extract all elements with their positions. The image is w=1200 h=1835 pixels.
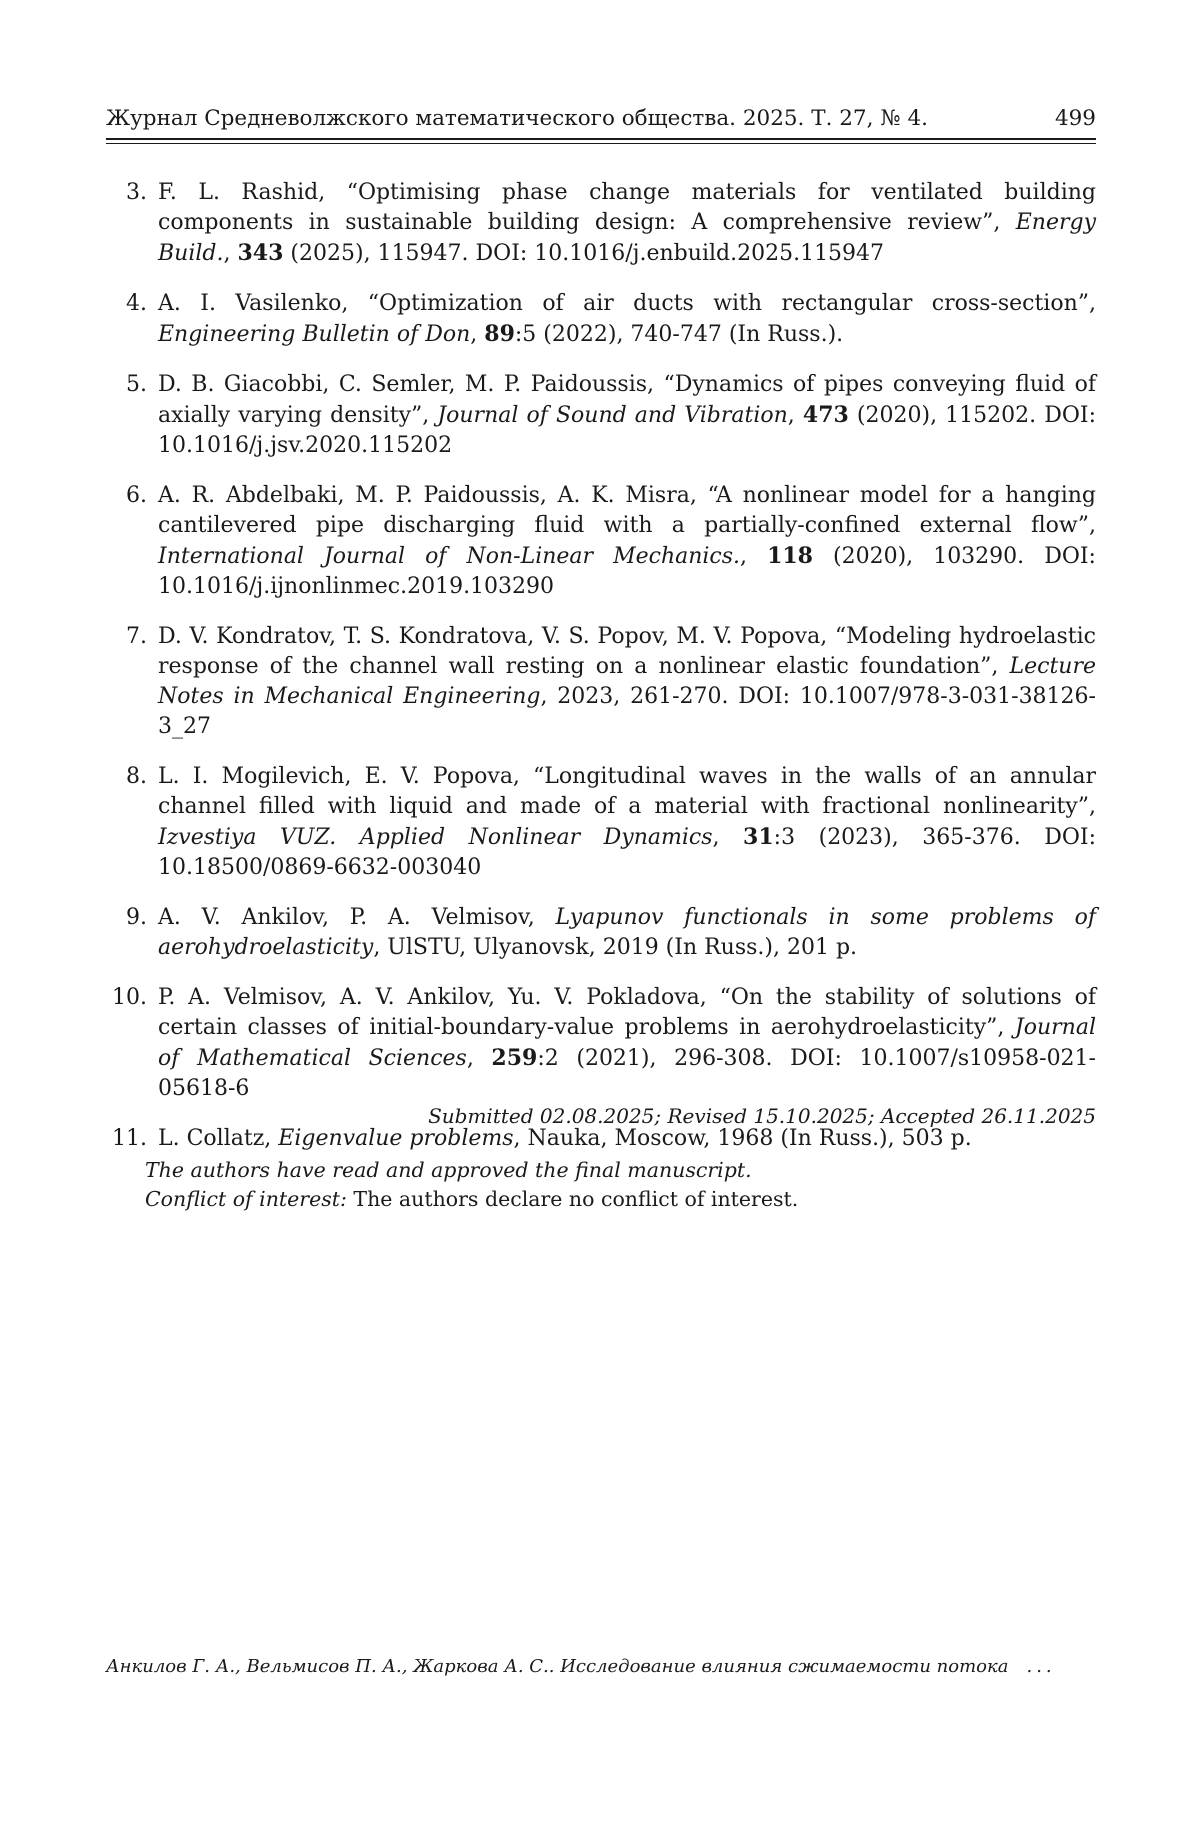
reference-segment: , — [223, 241, 238, 266]
reference-number: 3. — [126, 180, 147, 205]
reference-segment: :5 (2022), 740-747 (In Russ.). — [514, 322, 844, 347]
reference-segment: , — [466, 1046, 492, 1071]
reference-source-title: Eigenvalue problems — [278, 1126, 514, 1151]
reference-segment: F. L. Rashid, “Optimising phase change materials for ventilated building components in sustainable building design: A comprehensive review”, — [158, 180, 1096, 235]
journal-title: Журнал Средневолжского математического общества. 2025. Т. 27, № 4. — [106, 106, 928, 131]
reference-number: 7. — [126, 624, 147, 649]
reference-segment: , — [712, 825, 744, 850]
reference-segment: , — [740, 544, 768, 569]
reference-source-title: Lyapunov functionals in some problems of aerohydroelasticity — [158, 905, 1096, 960]
page-number: 499 — [1054, 106, 1096, 131]
reference-item — [106, 481, 1096, 602]
reference-segment: , 2023, 261-270. DOI: 10.1007/978-3-031-38126-3_27 — [158, 684, 1096, 739]
reference-segment: D. B. Giacobbi, C. Semler, M. P. Paidoussis, “Dynamics of pipes conveying fluid of axially varying density”, — [158, 372, 1096, 428]
reference-volume: 473 — [802, 402, 849, 428]
submission-dates: Submitted 02.08.2025; Revised 15.10.2025; Accepted 26.11.2025 — [428, 1104, 1096, 1128]
reference-volume: 89 — [484, 321, 515, 347]
reference-segment: L. Collatz, — [158, 1126, 279, 1151]
reference-segment: A. I. Vasilenko, “Optimization of air ducts with rectangular cross-section”, — [158, 291, 1096, 316]
reference-text — [158, 481, 1096, 602]
reference-segment: (2020), 103290. DOI: 10.1016/j.ijnonlinmec.2019.103290 — [158, 544, 1096, 599]
reference-item — [106, 983, 1096, 1104]
reference-item — [106, 370, 1096, 461]
reference-source-title: Engineering Bulletin of Don — [158, 322, 471, 347]
reference-segment: :2 (2021), 296-308. DOI: 10.1007/s10958-021-05618-6 — [158, 1046, 1096, 1101]
reference-number: 8. — [126, 764, 147, 789]
conflict-note — [145, 1185, 1095, 1214]
approval-note: The authors have read and approved the final manuscript. — [145, 1158, 752, 1182]
reference-volume: 259 — [491, 1045, 538, 1071]
reference-text — [158, 762, 1096, 883]
reference-source-title: Energy Build. — [158, 210, 1096, 266]
reference-number: 10. — [112, 985, 147, 1010]
reference-segment: A. R. Abdelbaki, M. P. Paidoussis, A. K. Misra, “A nonlinear model for a hanging cantilevered pipe discharging fluid with a partially-confined external flow”, — [158, 483, 1096, 538]
reference-text — [158, 289, 1096, 350]
reference-volume: 118 — [767, 543, 813, 569]
reference-number: 9. — [126, 905, 147, 930]
reference-number: 5. — [126, 372, 147, 397]
header-rule-thin — [106, 143, 1096, 144]
reference-segment: , UlSTU, Ulyanovsk, 2019 (In Russ.), 201 p. — [373, 935, 858, 960]
reference-source-title: International Journal of Non-Linear Mechanics. — [158, 544, 741, 569]
reference-segment: P. A. Velmisov, A. V. Ankilov, Yu. V. Pokladova, “On the stability of solutions of certain classes of initial-boundary-value problems in aerohydroelasticity”, — [158, 985, 1096, 1040]
reference-number: 6. — [126, 483, 147, 508]
conflict-text: The authors declare no conflict of interest. — [346, 1187, 799, 1211]
reference-segment: , — [470, 322, 485, 347]
reference-segment: (2025), 115947. DOI: 10.1016/j.enbuild.2025.115947 — [283, 241, 885, 266]
running-header — [106, 104, 1096, 134]
reference-number: 11. — [112, 1126, 147, 1151]
reference-source-title: Journal of Sound and Vibration — [437, 403, 788, 428]
reference-text — [158, 983, 1096, 1104]
reference-item — [106, 762, 1096, 883]
reference-text — [158, 622, 1096, 742]
reference-number: 4. — [126, 291, 147, 316]
footer-title: Анкилов Г. А., Вельмисов П. А., Жаркова А. С.. Исследование влияния сжимаемости потока — [106, 1656, 1009, 1677]
author-notes — [145, 1156, 1095, 1214]
reference-source-title: Lecture Notes in Mechanical Engineering — [158, 654, 1096, 709]
reference-segment: L. I. Mogilevich, E. V. Popova, “Longitudinal waves in the walls of an annular channel filled with liquid and made of a material with fractional nonlinearity”, — [158, 764, 1096, 819]
reference-volume: 343 — [237, 240, 284, 266]
reference-segment: :3 (2023), 365-376. DOI: 10.18500/0869-6632-003040 — [158, 825, 1096, 880]
reference-segment: , — [787, 403, 803, 428]
reference-text — [158, 178, 1096, 269]
reference-item — [106, 289, 1096, 350]
reference-segment: , Nauka, Moscow, 1968 (In Russ.), 503 p. — [513, 1126, 972, 1151]
reference-segment: D. V. Kondratov, T. S. Kondratova, V. S. Popov, M. V. Popova, “Modeling hydroelastic response of the channel wall resting on a nonlinear elastic foundation”, — [158, 624, 1096, 679]
running-footer — [106, 1654, 1066, 1680]
footer-ellipsis: ... — [1026, 1656, 1056, 1677]
reference-item — [106, 622, 1096, 742]
reference-list — [106, 178, 1096, 1174]
reference-source-title: Journal of Mathematical Sciences — [158, 1015, 1096, 1071]
reference-item — [106, 903, 1096, 963]
reference-source-title: Izvestiya VUZ. Applied Nonlinear Dynamics — [158, 825, 713, 850]
reference-segment: A. V. Ankilov, P. A. Velmisov, — [158, 905, 556, 930]
conflict-label: Conflict of interest: — [145, 1187, 347, 1211]
header-rule-thick — [106, 138, 1096, 140]
reference-text — [158, 903, 1096, 963]
reference-segment: (2020), 115202. DOI: 10.1016/j.jsv.2020.115202 — [158, 403, 1096, 458]
reference-volume: 31 — [743, 824, 774, 850]
reference-text — [158, 370, 1096, 461]
reference-item — [106, 178, 1096, 269]
